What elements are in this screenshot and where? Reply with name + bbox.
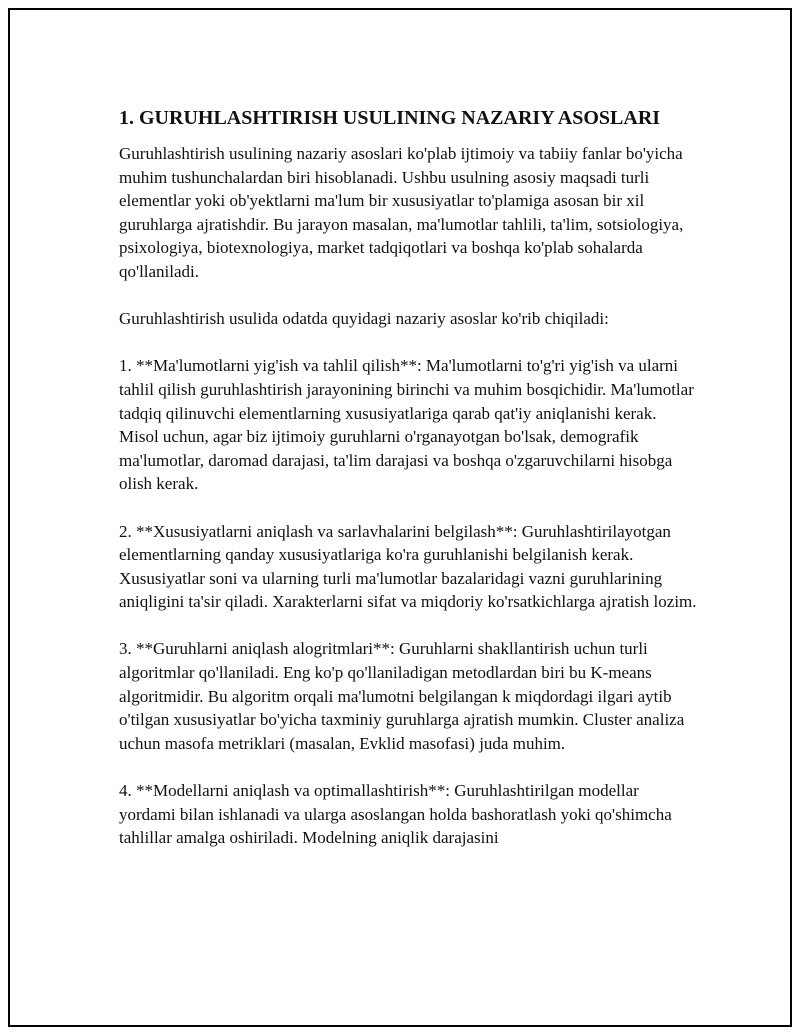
paragraph-intro: Guruhlashtirish usulining nazariy asoslari ko'plab ijtimoiy va tabiiy fanlar bo'yicha muhim tushunchalardan biri hisoblanadi. Ushbu usulning asosiy maqsadi turli elementlar yoki ob'yektlarni ma'lum bir xususiyatlar to'plamiga asosan bir xil guruhlarga ajratishdir. Bu jarayon masalan, ma'lumotlar tahlili, ta'lim, sotsiologiya, psixologiya, biotexnologiya, market tadqiqotlari va boshqa ko'plab sohalarda qo'llaniladi. [119,144,684,281]
document-body [119,104,699,873]
paragraph-point-1: 1. **Ma'lumotlarni yig'ish va tahlil qilish**: Ma'lumotlarni to'g'ri yig'ish va ularni tahlil qilish guruhlashtirish jarayonining birinchi va muhim bosqichidir. Ma'lumotlar tadqiq qilinuvchi elementlarning xususiyatlariga qarab qat'iy aniqlanishi kerak. Misol uchun, agar biz ijtimoiy guruhlarni o'rganayotgan bo'lsak, demografik ma'lumotlar, daromad darajasi, ta'lim darajasi va boshqa o'zgaruvchilarni hisobga olish kerak. [119,356,694,494]
paragraph-lead-in: Guruhlashtirish usulida odatda quyidagi nazariy asoslar ko'rib chiqiladi: [119,309,609,329]
page-frame [8,8,792,1027]
section-heading: 1. GURUHLASHTIRISH USULINING NAZARIY ASOSLARI [119,107,661,129]
paragraph-point-4: 4. **Modellarni aniqlash va optimallashtirish**: Guruhlashtirilgan modellar yordami bilan ishlanadi va ularga asoslangan holda bashoratlash yoki qo'shimcha tahlillar amalga oshiriladi. Modelning aniqlik darajasini [119,781,672,848]
paragraph-point-3: 3. **Guruhlarni aniqlash alogritmlari**: Guruhlarni shakllantirish uchun turli algoritmlar qo'llaniladi. Eng ko'p qo'llaniladigan metodlardan biri bu K-means algoritmidir. Bu algoritm orqali ma'lumotni belgilangan k miqdordagi ilgari aytib o'tilgan xususiyatlar bo'yicha taxminiy guruhlarga ajratish mumkin. Cluster analiza uchun masofa metriklari (masalan, Evklid masofasi) juda muhim. [119,639,685,753]
paragraph-point-2: 2. **Xususiyatlarni aniqlash va sarlavhalarini belgilash**: Guruhlashtirilayotgan elementlarning qanday xususiyatlariga ko'ra guruhlanishi belgilanish kerak. Xususiyatlar soni va ularning turli ma'lumotlar bazalaridagi vazni guruhlarining aniqligini ta'sir qiladi. Xarakterlarni sifat va miqdoriy ko'rsatkichlarga ajratish lozim. [119,521,697,612]
